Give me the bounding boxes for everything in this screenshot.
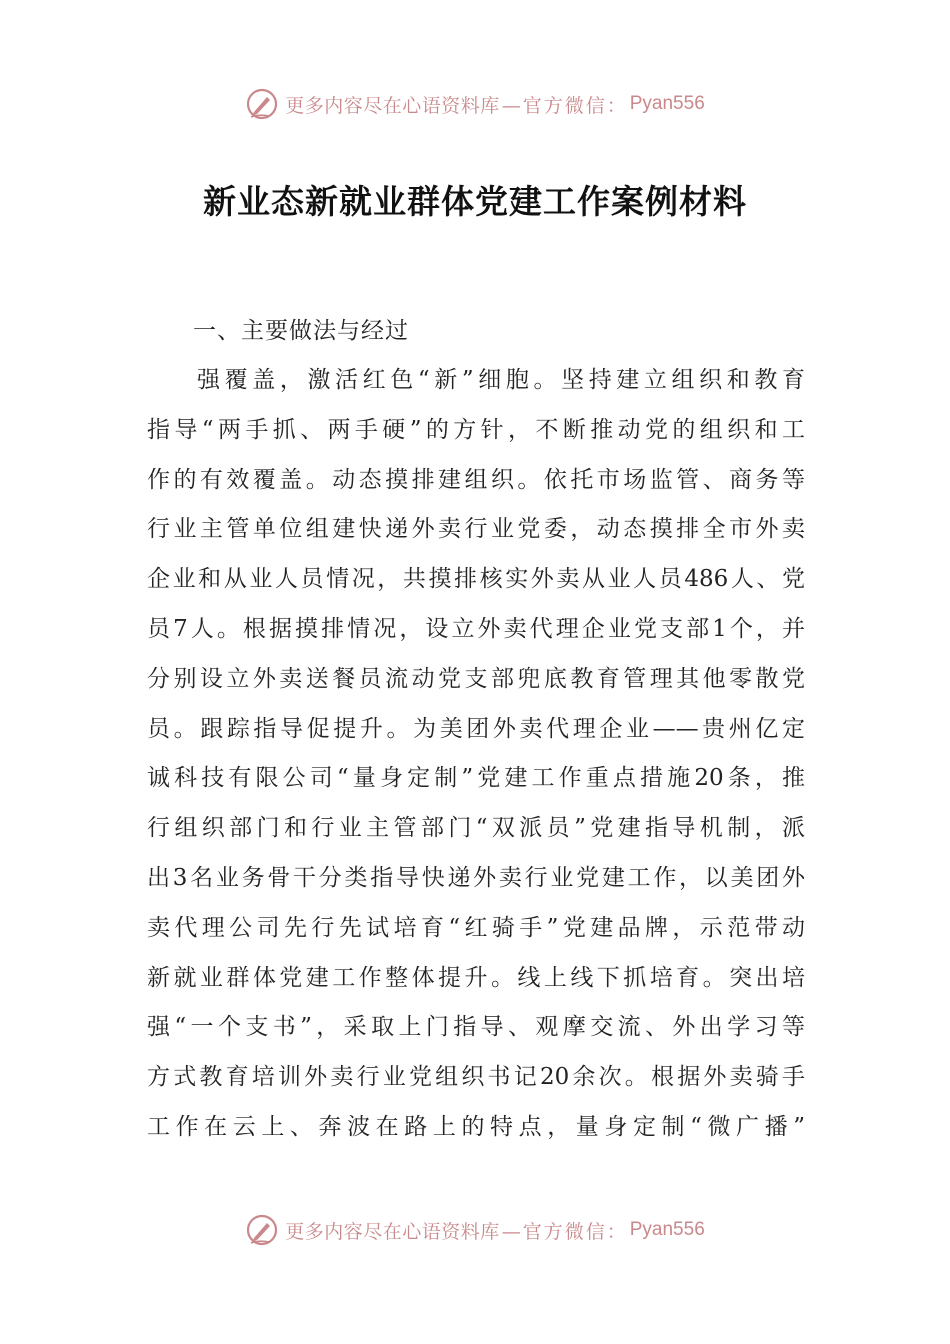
body-line: 强“一个支书”，采取上门指导、观摩交流、外出学习等 [147, 1014, 805, 1041]
body-line: 分别设立外卖送餐员流动党支部兜底教育管理其他零散党 [147, 665, 805, 692]
watermark-id-text: Pyan556 [629, 1219, 705, 1240]
header-watermark [0, 84, 950, 124]
body-line: 行组织部门和行业主管部门“双派员”党建指导机制，派 [147, 815, 805, 842]
section-heading: 一、主要做法与经过 [193, 318, 409, 344]
body-line: 企业和从业人员情况，共摸排核实外卖从业人员486人、党 [147, 566, 805, 593]
watermark-main-text: 更多内容尽在心语资料库 [285, 94, 500, 117]
body-line: 员。跟踪指导促提升。为美团外卖代理企业——贵州亿定 [147, 715, 805, 742]
watermark-main-text: 更多内容尽在心语资料库 [285, 1220, 500, 1243]
watermark-sub-text: —官方微信： [501, 1220, 628, 1243]
pen-logo-icon [245, 1213, 279, 1247]
footer-watermark [0, 1210, 950, 1250]
body-line: 卖代理公司先行先试培育“红骑手”党建品牌，示范带动 [147, 914, 805, 941]
pen-logo-icon [245, 87, 279, 121]
body-line: 员7人。根据摸排情况，设立外卖代理企业党支部1个，并 [147, 615, 805, 642]
document-body [147, 306, 805, 1153]
body-line: 出3名业务骨干分类指导快递外卖行业党建工作，以美团外 [147, 864, 805, 891]
body-line: 工作在云上、奔波在路上的特点，量身定制“微广播” [147, 1113, 805, 1140]
watermark-id-text: Pyan556 [629, 93, 705, 114]
body-line: 方式教育培训外卖行业党组织书记20余次。根据外卖骑手 [147, 1064, 805, 1091]
body-line: 诚科技有限公司“量身定制”党建工作重点措施20条，推 [147, 765, 805, 792]
body-line: 行业主管单位组建快递外卖行业党委，动态摸排全市外卖 [147, 516, 805, 543]
body-line: 作的有效覆盖。动态摸排建组织。依托市场监管、商务等 [147, 466, 805, 493]
body-line: 强覆盖，激活红色“新”细胞。坚持建立组织和教育 [197, 367, 805, 393]
body-line: 指导“两手抓、两手硬”的方针，不断推动党的组织和工 [147, 416, 805, 443]
watermark-sub-text: —官方微信： [501, 94, 628, 117]
body-line: 新就业群体党建工作整体提升。线上线下抓培育。突出培 [147, 964, 805, 991]
document-title: 新业态新就业群体党建工作案例材料 [203, 182, 747, 221]
